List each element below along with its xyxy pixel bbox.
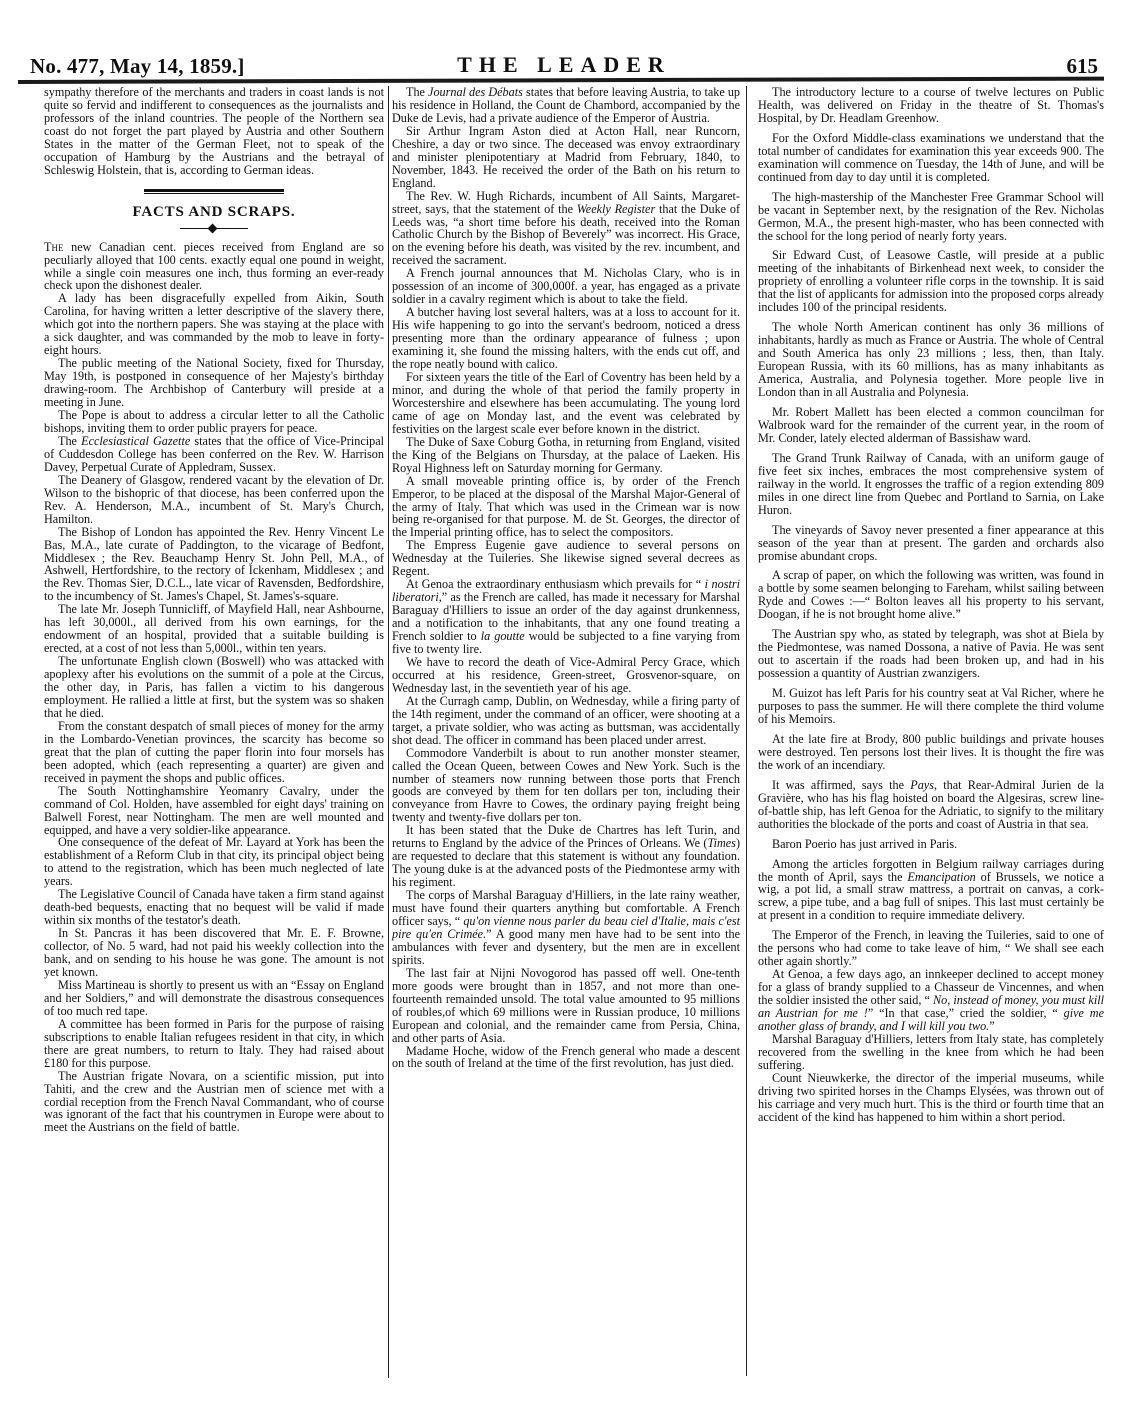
article-paragraph: Madame Hoche, widow of the French general who made a descent on the south of Ireland at the time of the first revolution, has just died. [392,1043,740,1071]
column-3 [758,86,1104,1124]
article-paragraph: At Genoa, a few days ago, an innkeeper declined to accept money for a glass of brandy supplied to a Chasseur de Vincennes, and when the soldier insisted the other said, “ No, instead of money, you must kill an Austrian for me !” “In that case,” cried the soldier, “ give me another glass of brandy, and I will kill you two.” [758,967,1104,1033]
article-paragraph: The high-mastership of the Manchester Free Grammar School will be vacant in September next, by the resignation of the Rev. Nicholas Germon, M.A., the present high-master, who has been connected with the school for the long period of nearly forty years. [758,189,1104,243]
article-paragraph: The public meeting of the National Society, fixed for Thursday, May 19th, is postponed in consequence of her Majesty's birthday drawing-room. The Archbishop of Canterbury will preside at a meeting in June. [44,356,384,410]
article-paragraph: A scrap of paper, on which the following was written, was found in a bottle by some seamen belonging to Fareham, whilst sailing between Ryde and Cowes :—“ Bolton leaves all his property to his servant, Doogan, if he is not brought home alive.” [758,568,1104,622]
article-paragraph: The new Canadian cent. pieces received from England are so peculiarly alloyed that 100 cents. exactly equal one pound in weight, while a single coin measures one inch, thus forming an ever-ready check upon the dishonest dealer. [44,239,384,293]
article-paragraph: In St. Pancras it has been discovered that Mr. E. F. Browne, collector, of No. 5 ward, had not paid his weekly collection into the bank, and on sending to his house he was gone. The amount is not yet known. [44,926,384,979]
article-paragraph: We have to record the death of Vice-Admiral Percy Grace, which occurred at his residence, Green-street, Grosvenor-square, on Wednesday last, in the seventieth year of his age. [392,654,740,695]
article-paragraph: A lady has been disgracefully expelled from Aikin, South Carolina, for having written a letter descriptive of the slavery there, which got into the northern papers. She was staying at the place with a sick daughter, and was commanded by the mob to leave in forty-eight hours. [44,291,384,358]
article-paragraph: For sixteen years the title of the Earl of Coventry has been held by a minor, and during the whole of that period the family property in Worcestershire and elsewhere has been accumulating. The young lord came of age on Monday last, and the event was celebrated by festivities on the largest scale ever before known in the district. [392,369,740,436]
article-paragraph: The Rev. W. Hugh Richards, incumbent of All Saints, Margaret-street, says, that the statement of the Weekly Register that the Duke of Leeds was, “a short time before his death, received into the Roman Catholic Church by the Bishop of Beverely” was incorrect. His Grace, on the evening before his death, was visited by the rev. incumbent, and received the sacrament. [392,188,741,268]
article-paragraph: For the Oxford Middle-class examinations we understand that the total number of candidates for examination this year exceeds 900. The examination will commence on Tuesday, the 14th of June, and will be continued from day to day until it is completed. [758,130,1104,184]
column-1 [44,86,384,1134]
continued-paragraph: sympathy therefore of the merchants and traders in coast lands is not quite so fervid and indifferent to consequences as the journalists and professors of the inland countries. The people of the Northern sea coast do not forget the part played by Austria and other Southern States in the matter of the German Fleet, not to speak of the occupation of Hamburg by the Austrians and the betrayal of Schleswig Holstein, that is, according to German ideas. [44,85,384,177]
article-paragraph: It has been stated that the Duke de Chartres has left Turin, and returns to England by the advice of the Princes of Orleans. We (Times) are requested to declare that this statement is without any foundation. The young duke is at the advanced posts of the Piedmontese army with his regiment. [392,823,740,890]
article-paragraph: Sir Edward Cust, of Leasowe Castle, will preside at a public meeting of the inhabitants of Birkenhead next week, to consider the propriety of enrolling a volunteer rifle corps in the township. It is said that the list of applicants for admission into the proposed corps already includes 100 of the principal residents. [758,248,1104,315]
column-divider [746,86,747,1376]
article-paragraph: The late Mr. Joseph Tunnicliff, of Mayfield Hall, near Ashbourne, has left 30,000l., all derived from his own earnings, for the endowment of an hospital, provided that a suitable building is erected, at a cost of not less than 5,000l., within ten years. [44,602,384,656]
section-heading: FACTS AND SCRAPS. [132,203,296,220]
article-paragraph: Miss Martineau is shortly to present us with an “Essay on England and her Soldiers,” and will demonstrate the disastrous consequences of too much red tape. [44,977,384,1018]
article-paragraph: The Emperor of the French, in leaving the Tuileries, said to one of the persons who had come to take leave of him, “ We shall see each other again shortly.” [758,928,1104,969]
diamond-ornament-icon [180,225,248,233]
article-paragraph: The South Nottinghamshire Yeomanry Cavalry, under the command of Col. Holden, have assembled for eight days' training on Balwell Forest, near Nottingham. The men are well mounted and equipped, and have a very soldier-like appearance. [44,783,384,837]
article-paragraph: The Ecclesiastical Gazette states that the office of Vice-Principal of Cuddesdon College has been conferred on the Rev. W. Harrison Davey, Perpetual Curate of Appledram, Sussex. [44,433,385,474]
article-paragraph: Marshal Baraguay d'Hilliers, letters from Italy state, has completely recovered from the swelling in the knee from which he had been suffering. [758,1031,1104,1072]
article-paragraph: M. Guizot has left Paris for his country seat at Val Richer, where he purposes to pass the summer. He will there complete the third volume of his Memoirs. [758,686,1104,726]
issue-date: No. 477, May 14, 1859.] [30,54,245,78]
article-paragraph: Among the articles forgotten in Belgium railway carriages during the month of April, says the Emancipation of Brussels, we notice a wig, a pot lid, a small straw mattress, a portrait on canvas, a cork-screw, a pipe tube, and a bag full of snipes. This last must certainly be at present in a condition to require immediate delivery. [758,856,1105,923]
article-paragraph: Baron Poerio has just arrived in Paris. [772,836,958,851]
article-paragraph: One consequence of the defeat of Mr. Layard at York has been the establishment of a Reform Club in that city, its principal object being to attend to the registration, which has been much neglected of late years. [44,835,384,889]
article-paragraph: The last fair at Nijni Novogorod has passed off well. One-tenth more goods were brought than in 1857, and not more than one-fourteenth remainded unsold. The total value amounted to 95 millions of roubles,of which 69 millions were in Russian produce, 10 millions European and colonial, and the remainder came from Persia, China, and other parts of Asia. [392,965,740,1045]
article-paragraph: The Austrian spy who, as stated by telegraph, was shot at Biela by the Piedmontese, was named Dossona, a native of Pavia. He was sent out to ascertain if the roads had been broken up, and had in his possession a quantity of Austrian zwanzigers. [758,627,1104,681]
article-paragraph: At the Curragh camp, Dublin, on Wednesday, while a firing party of the 14th regiment, under the command of an officer, were shooting at a target, a private soldier, who was acting as buttsman, was accidentally shot dead. The officer in command has been placed under arrest. [392,693,740,747]
article-paragraph: At Genoa the extraordinary enthusiasm which prevails for “ i nostri liberatori,” as the French are called, has made it necessary for Marshal Baraguay d'Hilliers to issue an order of the day against drunkenness, and a notification to the inhabitants, that any one found treating a French soldier to la goutte would be subjected to a fine varying from five to twenty lire. [392,577,740,656]
article-paragraph: The unfortunate English clown (Boswell) who was attacked with apoplexy after his evolutions on the summit of a pole at the Circus, the other day, in Paris, has fallen a victim to his dangerous employment. He rallied a little at first, but the system was so shaken that he died. [44,654,384,720]
article-paragraph: The whole North American continent has only 36 millions of inhabitants, hardly as much as France or Austria. The whole of Central and South America has only 23 millions ; less, then, than Italy. European Russia, with its 60 millions, has as many inhabitants as America, Australia, and Polynesia together. More people live in London than in all Australia and Polynesia. [758,320,1104,400]
article-paragraph: The Bishop of London has appointed the Rev. Henry Vincent Le Bas, M.A., late curate of Paddington, to the vicarage of Bedfont, Middlesex ; the Rev. Beauchamp Henry St. John Pell, M.A., of Ashwell, Hertfordshire, to the rectory of Ickenham, Middlesex ; and the Rev. Thomas Sier, D.C.L., late vicar of Ravensden, Bedfordshire, to the incumbency of St. James's Chapel, St. James's-square. [44,524,384,604]
article-paragraph: The Austrian frigate Novara, on a scientific mission, put into Tahiti, and the crew and the Austrian men of science met with a cordial reception from the French Naval Commandant, who of course was ignorant of the fact that his countrymen in Europe were about to meet the Austrians on the field of battle. [44,1068,384,1135]
article-paragraph: The Duke of Saxe Coburg Gotha, in returning from England, visited the King of the Belgians on Thursday, at the palace of Laeken. His Royal Highness left on Saturday morning for Germany. [392,434,740,475]
article-paragraph: A small moveable printing office is, by order of the French Emperor, to be placed at the disposal of the Marshal Major-General of the army of Italy. That which was used in the Crimean war is now being re-organised for that purpose. M. de St. Georges, the director of the Imperial printing office, has to select the compositors. [392,473,740,540]
publication-title: THE LEADER [457,52,671,77]
article-paragraph: At the late fire at Brody, 800 public buildings and private houses were destroyed. Ten persons lost their lives. It is thought the fire was the work of an incendiary. [758,731,1104,772]
article-paragraph: The Journal des Débats states that before leaving Austria, to take up his residence in Holland, the Count de Chambord, accompanied by the Duke de Levis, had a private audience of the Emperor of Austria. [392,85,741,125]
article-paragraph: Mr. Robert Mallett has been elected a common councilman for Walbrook ward for the remainder of the current year, in the room of Mr. Conder, lately elected alderman of Bassishaw ward. [758,404,1104,445]
article-paragraph: The vineyards of Savoy never presented a finer appearance at this season of the year than at present. The garden and orchards also promise abundant crops. [758,522,1104,563]
article-paragraph: The corps of Marshal Baraguay d'Hilliers, in the late rainy weather, must have found their quarters anything but comfortable. A French officer says, “ qu'on vienne nous parler du beau ciel d'Italie, mais c'est pire qu'en Crimée.” A good many men have had to be sent into the ambulances with fever and dysentery, but the men are in excellent spirits. [392,888,740,967]
article-paragraph: A French journal announces that M. Nicholas Clary, who is in possession of an income of 300,000f. a year, has engaged as a private soldier in a cavalry regiment which is about to take the field. [392,266,740,307]
column-divider [388,86,389,1378]
article-paragraph: Commodore Vanderbilt is about to run another monster steamer, called the Ocean Queen, between Cowes and New York. Such is the number of steamers now running between those ports that French goods are conveyed by them for ten dollars per ton, including their conveyance from Havre to Cowes, the ordinary paying freight being twenty and twenty-five dollars per ton. [392,745,740,825]
article-paragraph: The Pope is about to address a circular letter to all the Catholic bishops, inviting them to order public prayers for peace. [44,408,384,435]
article-paragraph: The Grand Trunk Railway of Canada, with an uniform gauge of five feet six inches, embraces the most comprehensive system of railway in the world. It engrosses the traffic of a region extending 809 miles in one direct line from Quebec and Portland to Sarnia, on Lake Huron. [758,450,1104,517]
article-paragraph: Count Nieuwkerke, the director of the imperial museums, while driving two spirited horses in the Champs Elysées, was thrown out of his carriage and very much hurt. This is the third or fourth time that an accident of the kind has happened to him within a short period. [758,1070,1104,1124]
article-paragraph: The Deanery of Glasgow, rendered vacant by the elevation of Dr. Wilson to the bishopric of that diocese, has been conferred upon the Rev. A. Henderson, M.A., incumbent of St. Mary's Church, Hamilton. [44,472,384,526]
article-paragraph: The Empress Eugenie gave audience to several persons on Wednesday at the Tuileries. She likewise signed several decrees as Regent. [392,538,740,579]
lead-word: The [44,239,64,254]
article-paragraph: Sir Arthur Ingram Aston died at Acton Hall, near Runcorn, Cheshire, a day or two since. The deceased was envoy extraordinary and minister plenipotentiary at Madrid from February, 1840, to November, 1843. He received the order of the Bath on his return to England. [392,123,740,190]
article-paragraph: It was affirmed, says the Pays, that Rear-Admiral Jurien de la Gravière, who has his flag hoisted on board the Algesiras, screw line-of-battle ship, has left Genoa for the Adriatic, to signify to the military authorities the blockade of the ports and coast of Austria in that sea. [758,777,1105,831]
article-paragraph: The Legislative Council of Canada have taken a firm stand against death-bed bequests, enacting that no bequest will be valid if made within six months of the testator's death. [44,887,384,928]
article-paragraph: A committee has been formed in Paris for the purpose of raising subscriptions to enable Italian refugees resident in that city, in which there are great numbers, to return to Italy. They had raised about £180 for this purpose. [44,1016,384,1070]
column-2 [392,86,740,1070]
article-paragraph: The introductory lecture to a course of twelve lectures on Public Health, was delivered on Friday in the theatre of St. Thomas's Hospital, by Dr. Headlam Greenhow. [758,85,1104,125]
section-rule [144,189,284,194]
page-number: 615 [1066,54,1098,78]
article-paragraph: From the constant despatch of small pieces of money for the army in the Lombardo-Venetian provinces, the scarcity has become so great that the plan of cutting the paper florin into four morsels has been adopted, which (each representing a quarter) are given and received in payment the shops and public offices. [44,718,384,785]
article-paragraph: A butcher having lost several halters, was at a loss to account for it. His wife happening to go into the servant's bedroom, noticed a dress presenting more than the ordinary appearance of fulness ; upon examining it, she found the missing halters, with the ends cut off, and the rope neatly bound with calico. [392,305,740,372]
